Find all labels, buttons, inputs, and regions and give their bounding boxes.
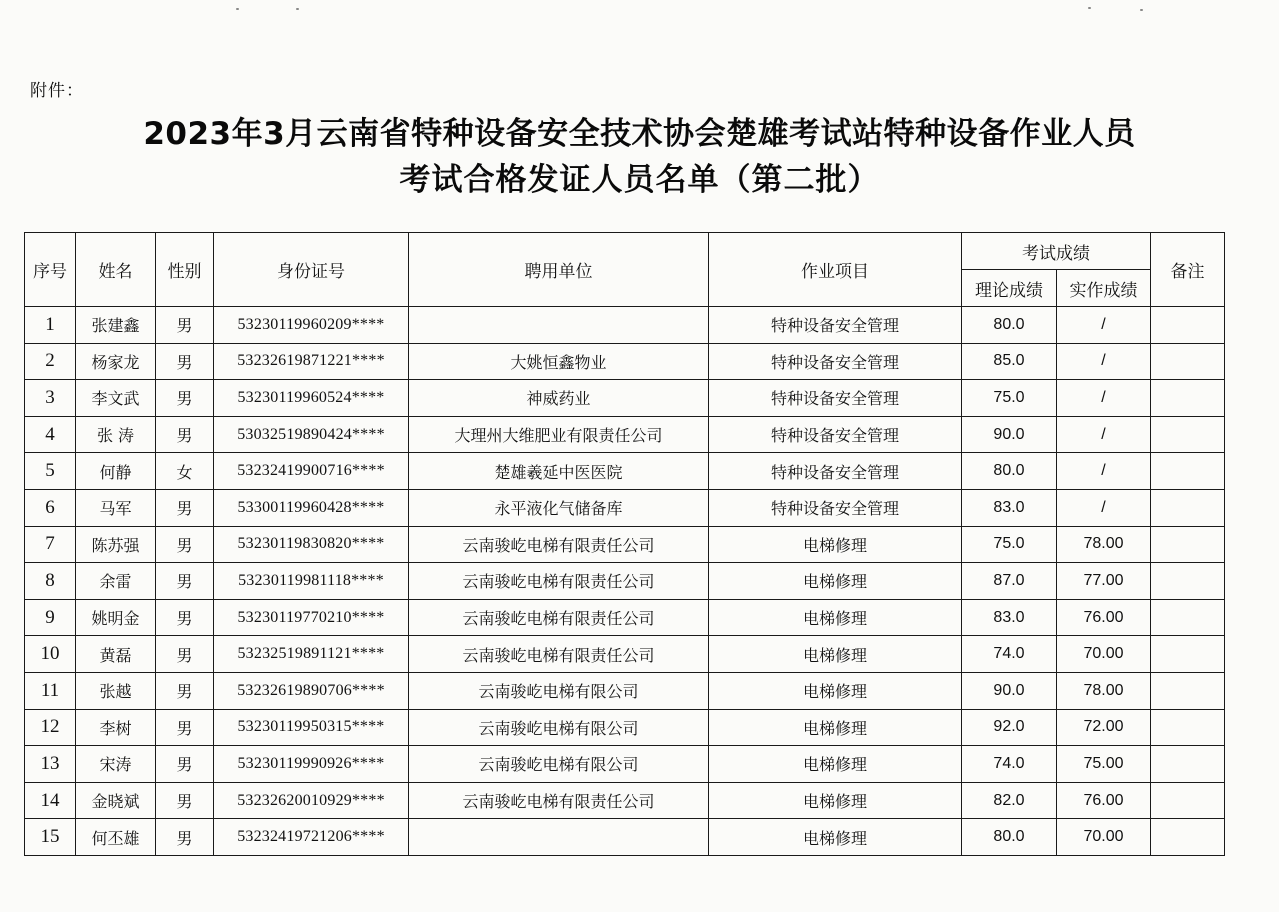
cell-gender: 男 — [156, 307, 214, 344]
cell-project: 电梯修理 — [709, 599, 962, 636]
cell-seq: 15 — [25, 819, 76, 856]
cell-name: 张 涛 — [76, 416, 156, 453]
cell-name: 姚明金 — [76, 599, 156, 636]
cell-practice: 78.00 — [1057, 526, 1151, 563]
cell-seq: 12 — [25, 709, 76, 746]
header-id-number: 身份证号 — [214, 233, 409, 307]
cell-theory: 87.0 — [962, 563, 1057, 600]
cell-remarks — [1151, 782, 1225, 819]
cell-project: 电梯修理 — [709, 672, 962, 709]
table-row — [25, 563, 1225, 600]
cell-gender: 男 — [156, 672, 214, 709]
cell-remarks — [1151, 453, 1225, 490]
cell-remarks — [1151, 746, 1225, 783]
cell-gender: 男 — [156, 380, 214, 417]
cell-practice: 70.00 — [1057, 819, 1151, 856]
cell-gender: 男 — [156, 746, 214, 783]
table-row — [25, 307, 1225, 344]
cell-name: 张越 — [76, 672, 156, 709]
cell-name: 马军 — [76, 489, 156, 526]
roster-table — [24, 232, 1225, 856]
cell-project: 特种设备安全管理 — [709, 343, 962, 380]
cell-id-number: 53230119981118**** — [214, 563, 409, 600]
header-employer: 聘用单位 — [409, 233, 709, 307]
cell-id-number: 53230119830820**** — [214, 526, 409, 563]
cell-id-number: 53230119770210**** — [214, 599, 409, 636]
cell-id-number: 53232419900716**** — [214, 453, 409, 490]
cell-gender: 男 — [156, 819, 214, 856]
cell-theory: 74.0 — [962, 636, 1057, 673]
cell-practice: / — [1057, 489, 1151, 526]
cell-practice: 78.00 — [1057, 672, 1151, 709]
cell-employer: 云南骏屹电梯有限责任公司 — [409, 526, 709, 563]
cell-seq: 10 — [25, 636, 76, 673]
cell-practice: 76.00 — [1057, 599, 1151, 636]
cell-theory: 75.0 — [962, 380, 1057, 417]
cell-seq: 8 — [25, 563, 76, 600]
cell-gender: 女 — [156, 453, 214, 490]
cell-id-number: 53230119990926**** — [214, 746, 409, 783]
table-row — [25, 709, 1225, 746]
cell-id-number: 53300119960428**** — [214, 489, 409, 526]
cell-remarks — [1151, 709, 1225, 746]
cell-theory: 90.0 — [962, 416, 1057, 453]
cell-seq: 13 — [25, 746, 76, 783]
scan-speck — [236, 8, 239, 10]
cell-id-number: 53032519890424**** — [214, 416, 409, 453]
cell-seq: 11 — [25, 672, 76, 709]
cell-gender: 男 — [156, 489, 214, 526]
table-row — [25, 782, 1225, 819]
cell-project: 电梯修理 — [709, 746, 962, 783]
cell-practice: 76.00 — [1057, 782, 1151, 819]
scan-speck — [1140, 9, 1143, 11]
cell-id-number: 53230119950315**** — [214, 709, 409, 746]
cell-name: 陈苏强 — [76, 526, 156, 563]
header-project: 作业项目 — [709, 233, 962, 307]
cell-remarks — [1151, 599, 1225, 636]
cell-theory: 80.0 — [962, 307, 1057, 344]
table-row — [25, 489, 1225, 526]
table-row — [25, 453, 1225, 490]
cell-name: 何静 — [76, 453, 156, 490]
cell-employer: 云南骏屹电梯有限责任公司 — [409, 636, 709, 673]
cell-name: 宋涛 — [76, 746, 156, 783]
cell-name: 杨家龙 — [76, 343, 156, 380]
cell-project: 特种设备安全管理 — [709, 489, 962, 526]
cell-gender: 男 — [156, 709, 214, 746]
cell-seq: 3 — [25, 380, 76, 417]
cell-seq: 1 — [25, 307, 76, 344]
cell-theory: 83.0 — [962, 489, 1057, 526]
cell-seq: 4 — [25, 416, 76, 453]
cell-practice: 75.00 — [1057, 746, 1151, 783]
table-row — [25, 526, 1225, 563]
cell-remarks — [1151, 307, 1225, 344]
cell-gender: 男 — [156, 416, 214, 453]
cell-employer: 云南骏屹电梯有限责任公司 — [409, 599, 709, 636]
scan-speck — [296, 8, 299, 10]
cell-theory: 80.0 — [962, 819, 1057, 856]
cell-practice: 72.00 — [1057, 709, 1151, 746]
cell-id-number: 53232419721206**** — [214, 819, 409, 856]
header-gender: 性别 — [156, 233, 214, 307]
cell-remarks — [1151, 489, 1225, 526]
table-row — [25, 636, 1225, 673]
cell-project: 特种设备安全管理 — [709, 380, 962, 417]
cell-employer: 云南骏屹电梯有限责任公司 — [409, 782, 709, 819]
cell-practice: 70.00 — [1057, 636, 1151, 673]
cell-id-number: 53232619890706**** — [214, 672, 409, 709]
table-row — [25, 416, 1225, 453]
cell-gender: 男 — [156, 636, 214, 673]
cell-theory: 92.0 — [962, 709, 1057, 746]
cell-name: 李树 — [76, 709, 156, 746]
cell-project: 电梯修理 — [709, 782, 962, 819]
cell-seq: 6 — [25, 489, 76, 526]
cell-remarks — [1151, 343, 1225, 380]
cell-remarks — [1151, 416, 1225, 453]
cell-theory: 80.0 — [962, 453, 1057, 490]
cell-employer: 永平液化气储备库 — [409, 489, 709, 526]
cell-project: 电梯修理 — [709, 819, 962, 856]
cell-theory: 85.0 — [962, 343, 1057, 380]
cell-remarks — [1151, 636, 1225, 673]
cell-seq: 5 — [25, 453, 76, 490]
cell-name: 黄磊 — [76, 636, 156, 673]
cell-name: 何丕雄 — [76, 819, 156, 856]
cell-practice: / — [1057, 453, 1151, 490]
cell-theory: 82.0 — [962, 782, 1057, 819]
cell-project: 特种设备安全管理 — [709, 307, 962, 344]
cell-employer: 楚雄羲延中医医院 — [409, 453, 709, 490]
table-row — [25, 819, 1225, 856]
header-remarks: 备注 — [1151, 233, 1225, 307]
cell-theory: 83.0 — [962, 599, 1057, 636]
cell-id-number: 53232620010929**** — [214, 782, 409, 819]
cell-gender: 男 — [156, 563, 214, 600]
header-theory: 理论成绩 — [962, 270, 1057, 307]
table-row — [25, 599, 1225, 636]
cell-seq: 14 — [25, 782, 76, 819]
cell-practice: 77.00 — [1057, 563, 1151, 600]
cell-name: 张建鑫 — [76, 307, 156, 344]
cell-practice: / — [1057, 307, 1151, 344]
cell-project: 电梯修理 — [709, 526, 962, 563]
cell-id-number: 53232619871221**** — [214, 343, 409, 380]
cell-theory: 75.0 — [962, 526, 1057, 563]
document-title-line1: 2023年3月云南省特种设备安全技术协会楚雄考试站特种设备作业人员 — [143, 116, 1136, 152]
table-row — [25, 343, 1225, 380]
cell-seq: 2 — [25, 343, 76, 380]
cell-name: 李文武 — [76, 380, 156, 417]
table-row — [25, 672, 1225, 709]
cell-employer — [409, 819, 709, 856]
cell-employer: 云南骏屹电梯有限公司 — [409, 746, 709, 783]
cell-project: 特种设备安全管理 — [709, 416, 962, 453]
cell-project: 电梯修理 — [709, 563, 962, 600]
cell-project: 电梯修理 — [709, 636, 962, 673]
scan-speck — [1088, 7, 1091, 9]
header-name: 姓名 — [76, 233, 156, 307]
header-exam-scores: 考试成绩 — [962, 233, 1151, 270]
document-title-line2: 考试合格发证人员名单（第二批） — [399, 162, 880, 198]
cell-seq: 9 — [25, 599, 76, 636]
cell-practice: / — [1057, 343, 1151, 380]
cell-employer: 大姚恒鑫物业 — [409, 343, 709, 380]
cell-gender: 男 — [156, 343, 214, 380]
table-row — [25, 746, 1225, 783]
cell-project: 特种设备安全管理 — [709, 453, 962, 490]
cell-practice: / — [1057, 380, 1151, 417]
roster-body — [25, 307, 1225, 856]
cell-remarks — [1151, 672, 1225, 709]
cell-gender: 男 — [156, 599, 214, 636]
table-row — [25, 380, 1225, 417]
cell-id-number: 53232519891121**** — [214, 636, 409, 673]
cell-remarks — [1151, 380, 1225, 417]
cell-remarks — [1151, 819, 1225, 856]
cell-employer: 云南骏屹电梯有限公司 — [409, 709, 709, 746]
cell-name: 余雷 — [76, 563, 156, 600]
cell-seq: 7 — [25, 526, 76, 563]
cell-practice: / — [1057, 416, 1151, 453]
cell-theory: 74.0 — [962, 746, 1057, 783]
cell-employer: 云南骏屹电梯有限公司 — [409, 672, 709, 709]
cell-remarks — [1151, 526, 1225, 563]
cell-theory: 90.0 — [962, 672, 1057, 709]
cell-project: 电梯修理 — [709, 709, 962, 746]
cell-employer: 神威药业 — [409, 380, 709, 417]
header-practice: 实作成绩 — [1057, 270, 1151, 307]
cell-id-number: 53230119960209**** — [214, 307, 409, 344]
header-seq: 序号 — [25, 233, 76, 307]
cell-id-number: 53230119960524**** — [214, 380, 409, 417]
cell-remarks — [1151, 563, 1225, 600]
cell-gender: 男 — [156, 782, 214, 819]
cell-employer: 大理州大维肥业有限责任公司 — [409, 416, 709, 453]
cell-employer — [409, 307, 709, 344]
header-row — [25, 233, 1225, 270]
cell-employer: 云南骏屹电梯有限责任公司 — [409, 563, 709, 600]
cell-name: 金晓斌 — [76, 782, 156, 819]
attachment-label: 附件： — [30, 81, 84, 101]
cell-gender: 男 — [156, 526, 214, 563]
